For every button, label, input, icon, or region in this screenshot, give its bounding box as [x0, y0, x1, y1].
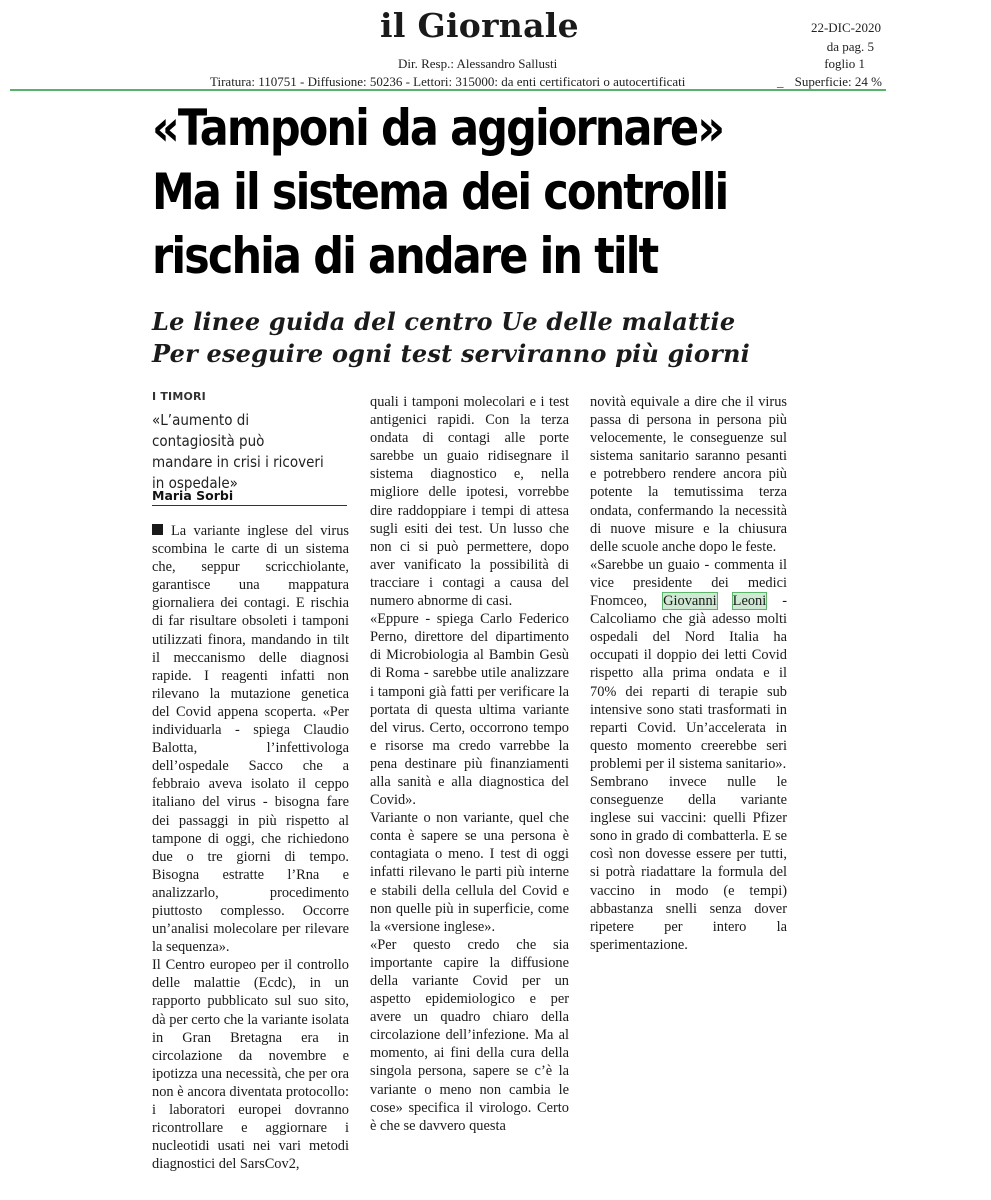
paragraph: Variante o non variante, quel che conta è sapere se una persona è contagiata o meno. I test di oggi infatti rilevano le parti più interne e stabili della cellula del Covid e non quelle più in superficie, come la «versione inglese». — [370, 810, 569, 935]
article-column-3 — [590, 393, 787, 954]
subhead-line-1: Le linee guida del centro Ue delle malattie — [152, 307, 736, 336]
article-subhead — [152, 306, 750, 370]
masthead-title: il Giornale — [380, 6, 579, 45]
article-headline — [152, 96, 728, 288]
sheet-ref: foglio 1 — [824, 56, 865, 71]
byline-divider — [152, 505, 347, 506]
paragraph — [152, 522, 349, 956]
headline-line-3: rischia di andare in tilt — [152, 227, 658, 285]
paragraph-text: - Calcoliamo che già adesso molti ospedali del Nord Italia ha occupati il doppio dei letti Covid rispetto alla prima ondata e il 70% dei reparti di terapie sub intensive sono stati trasformati in reparti Covid. Un’accelerata in questo momento creerebbe seri problemi per il sistema sanitario». — [590, 593, 787, 772]
paragraph: Il Centro europeo per il controllo delle malattie (Ecdc), in un rapporto pubblicato sul suo sito, dà per certo che la variante isolata in Gran Bretagna era in circolazione da novembre e ipotizza una necessità, che per ora non è ancora diventata protocollo: i laboratori europei dovranno ricontrollare e aggiornare i nucleotidi usati nei vari metodi diagnostici del SarsCov2, — [152, 957, 349, 1173]
page-ref: da pag. 5 — [826, 39, 874, 54]
paragraph-text: «Sarebbe un guaio - commenta il vice presidente dei medici Fnomceo, — [590, 556, 787, 610]
pull-quote: «L’aumento di contagiosità può mandare in crisi i ricoveri in ospedale» — [152, 411, 324, 492]
paragraph-text: La variante inglese del virus scombina le carte di un sistema che, seppur scricchiolante, garantisce una mappatura giornaliera dei contagi. E rischia di far risultare obsoleti i tamponi utilizzati finora, mandando in tilt il meccanismo delle diagnosi rapide. I reagenti infatti non rilevano la mutazione genetica del Covid appena scoperta. «Per individuarla - spiega Claudio Balotta, l’infettivologa dell’ospedale Sacco che a febbraio aveva isolato il ceppo italiano del virus - bisogna fare dei passaggi in più rispetto al tampone di oggi, che richiedono due o tre giorni di tempo. Bisogna estratte l’Rna e analizzarlo, procedimento piuttosto complesso. Occorre un’analisi molecolare per rilevare la sequenza». — [152, 523, 349, 956]
issue-date: 22-DIC-2020 — [810, 20, 881, 35]
paragraph — [590, 556, 787, 773]
headline-line-1: «Tamponi da aggiornare» — [152, 99, 724, 157]
director-line: Dir. Resp.: Alessandro Sallusti — [398, 56, 558, 71]
surface-prefix: _ — [777, 74, 784, 89]
highlighted-name-last: Leoni — [732, 593, 767, 610]
article-column-1 — [152, 522, 349, 1173]
paragraph-bullet — [152, 524, 163, 535]
masthead-divider — [10, 89, 886, 91]
surface-ref: Superficie: 24 % — [794, 74, 882, 89]
paragraph: Sembrano invece nulle le conseguenze della variante inglese sui vaccini: quelli Pfizer sono in grado di combatterla. E se così non dovesse essere per tutti, si potrà riadattare la formula del vaccino in modo (e tempi) abbastanza snelli senza dover ripetere per intero la sperimentazione. — [590, 773, 787, 953]
paragraph: «Per questo credo che sia importante capire la diffusione della variante Covid per un aspetto epidemiologico e per avere un quadro chiaro della circolazione dell’infezione. Ma al momento, ai fini della cura della singola persona, sapere se c’è la variante o meno non cambia le cose» specifica il virologo. Certo è che se davvero questa — [370, 936, 569, 1134]
paragraph: «Eppure - spiega Carlo Federico Perno, direttore del dipartimento di Microbiologia al Bambin Gesù di Roma - sarebbe utile analizzare i tamponi già fatti per verificare la portata di questa ultima variante del virus. Certo, occorrono tempo e risorse ma credo varrebbe la pena destinare più finanziamenti alla sanità e alla diagnostica del Covid». — [370, 611, 569, 809]
section-label: I TIMORI — [152, 390, 206, 403]
highlighted-name-first: Giovanni — [663, 593, 717, 610]
headline-line-2: Ma il sistema dei controlli — [152, 163, 728, 221]
subhead-line-2: Per eseguire ogni test serviranno più giorni — [152, 339, 750, 368]
byline: Maria Sorbi — [152, 488, 234, 503]
circulation-line: Tiratura: 110751 - Diffusione: 50236 - Lettori: 315000: da enti certificatori o autocertificati — [210, 74, 686, 89]
paragraph: quali i tamponi molecolari e i test antigenici rapidi. Con la terza ondata di contagi alle porte sarebbe un guaio ridisegnare il sistema diagnostico e, nella migliore delle ipotesi, vorrebbe dire raddoppiare i tempi di attesa sugli esiti dei test. Un lusso che non ci si può permettere, dopo aver vanificato la possibilità di tracciare i contagi a causa del numero abnorme di casi. — [370, 394, 569, 610]
paragraph: novità equivale a dire che il virus passa di persona in persona più velocemente, le conseguenze sul sistema sanitario saranno pesanti e potrebbero rendere ancora più potente la temutissima terza ondata, confermando la necessità di nuove misure e la chiusura delle scuole anche dopo le feste. — [590, 394, 787, 555]
article-column-2 — [370, 393, 569, 1135]
